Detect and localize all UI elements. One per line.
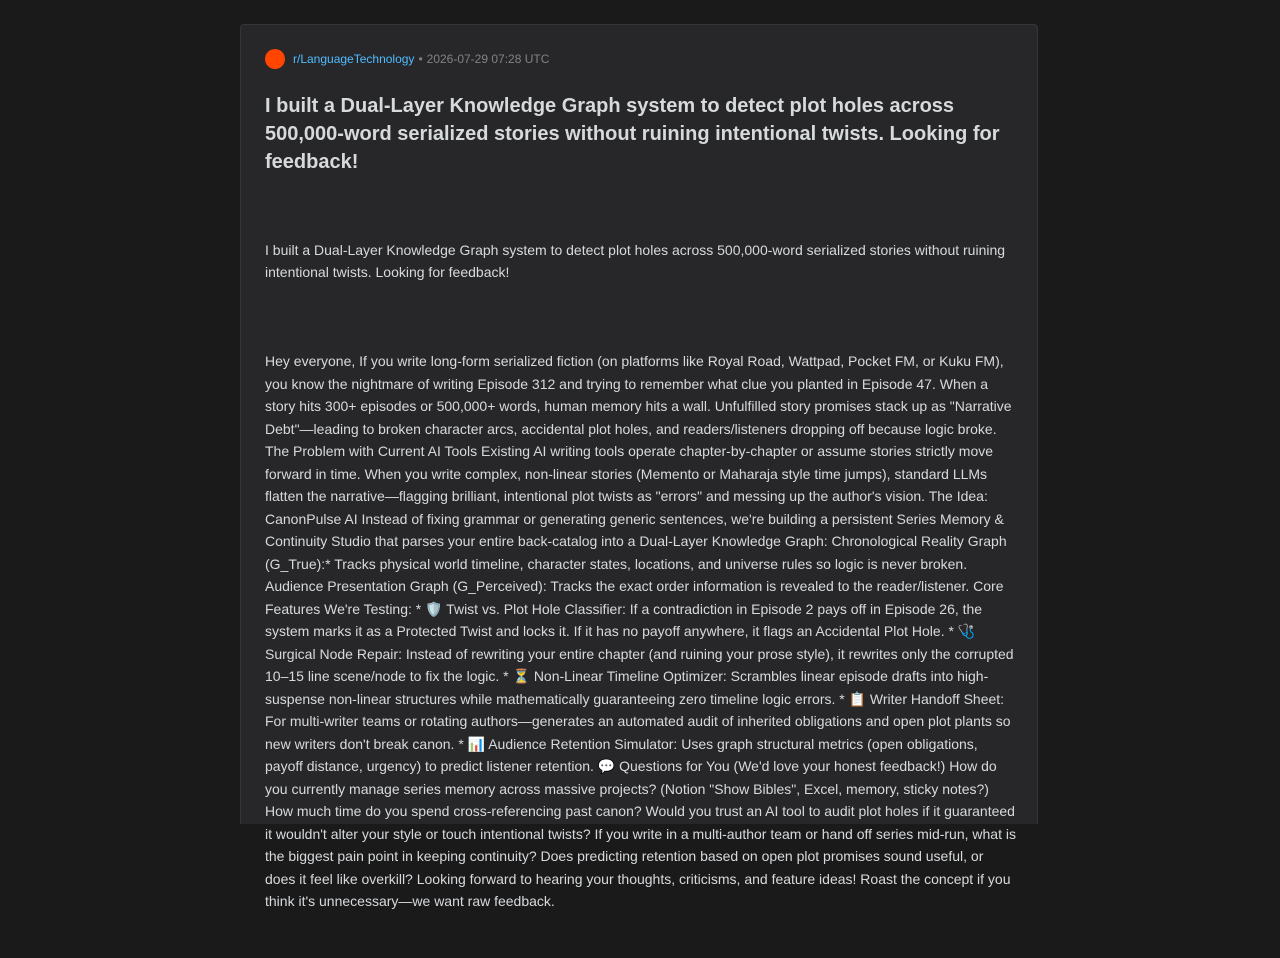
subreddit-avatar-icon[interactable] <box>265 49 285 69</box>
meta-separator: • <box>418 52 423 66</box>
post-body-text: Hey everyone, If you write long-form serialized fiction (on platforms like Royal Road, Wattpad, Pocket FM, or Kuku FM), you know the nightmare of writing Episode 312 and trying to remember what clue you planted in Episode 47. When a story hits 300+ episodes or 500,000+ words, human memory hits a wall. Unfulfilled story promises stack up as "Narrative Debt"—leading to broken character arcs, accidental plot holes, and readers/listeners dropping off because logic broke. The Problem with Current AI Tools Existing AI writing tools operate chapter-by-chapter or assume stories strictly move forward in time. When you write complex, non-linear stories (Memento or Maharaja style time jumps), standard LLMs flatten the narrative—flagging brilliant, intentional plot twists as "errors" and messing up the author's vision. The Idea: CanonPulse AI Instead of fixing grammar or generating generic sentences, we're building a persistent Series Memory & Continuity Studio that parses your entire back-catalog into a Dual-Layer Knowledge Graph: Chronological Reality Graph (G_True):* Tracks physical world timeline, character states, locations, and universe rules so logic is never broken. Audience Presentation Graph (G_Perceived): Tracks the exact order information is revealed to the reader/listener. Core Features We're Testing: * 🛡️ Twist vs. Plot Hole Classifier: If a contradiction in Episode 2 pays off in Episode 26, the system marks it as a Protected Twist and locks it. If it has no payoff anywhere, it flags an Accidental Plot Hole. * 🩺 Surgical Node Repair: Instead of rewriting your entire chapter (and ruining your prose style), it rewrites only the corrupted 10–15 line scene/node to fix the logic. * ⏳ Non-Linear Timeline Optimizer: Scrambles linear episode drafts into high-suspense non-linear structures while mathematically guaranteeing zero timeline logic errors. * 📋 Writer Handoff Sheet: For multi-writer teams or rotating authors—generates an automated audit of inherited obligations and open plot plants so new writers don't break canon. * 📊 Audience Retention Simulator: Uses graph structural metrics (open obligations, payoff distance, urgency) to predict listener retention. 💬 Questions for You (We'd love your honest feedback!) How do you currently manage series memory across massive projects? (Notion "Show Bibles", Excel, memory, sticky notes?) How much time do you spend cross-referencing past canon? Would you trust an AI tool to audit plot holes if it guaranteed it wouldn't alter your style or touch intentional twists? If you write in a multi-author team or hand off series mid-run, what is the biggest pain point in keeping continuity? Does predicting retention based on open plot promises sound useful, or does it feel like overkill? Looking forward to hearing your thoughts, criticisms, and feature ideas! Roast the concept if you think it's unnecessary—we want raw feedback. <box>265 353 1020 909</box>
post-card <box>240 24 1038 909</box>
post-title[interactable]: I built a Dual-Layer Knowledge Graph system to detect plot holes across 500,000-word serialized stories without ruining intentional twists. Looking for feedback! <box>265 95 1000 173</box>
post-timestamp: 2026-07-29 07:28 UTC <box>426 52 550 66</box>
subreddit-link[interactable]: r/LanguageTechnology <box>293 52 415 66</box>
post-body <box>265 194 1020 958</box>
post-body-lead: I built a Dual-Layer Knowledge Graph system to detect plot holes across 500,000-word serialized stories without ruining intentional twists. Looking for feedback! <box>265 242 1009 280</box>
post-meta <box>265 49 1013 69</box>
